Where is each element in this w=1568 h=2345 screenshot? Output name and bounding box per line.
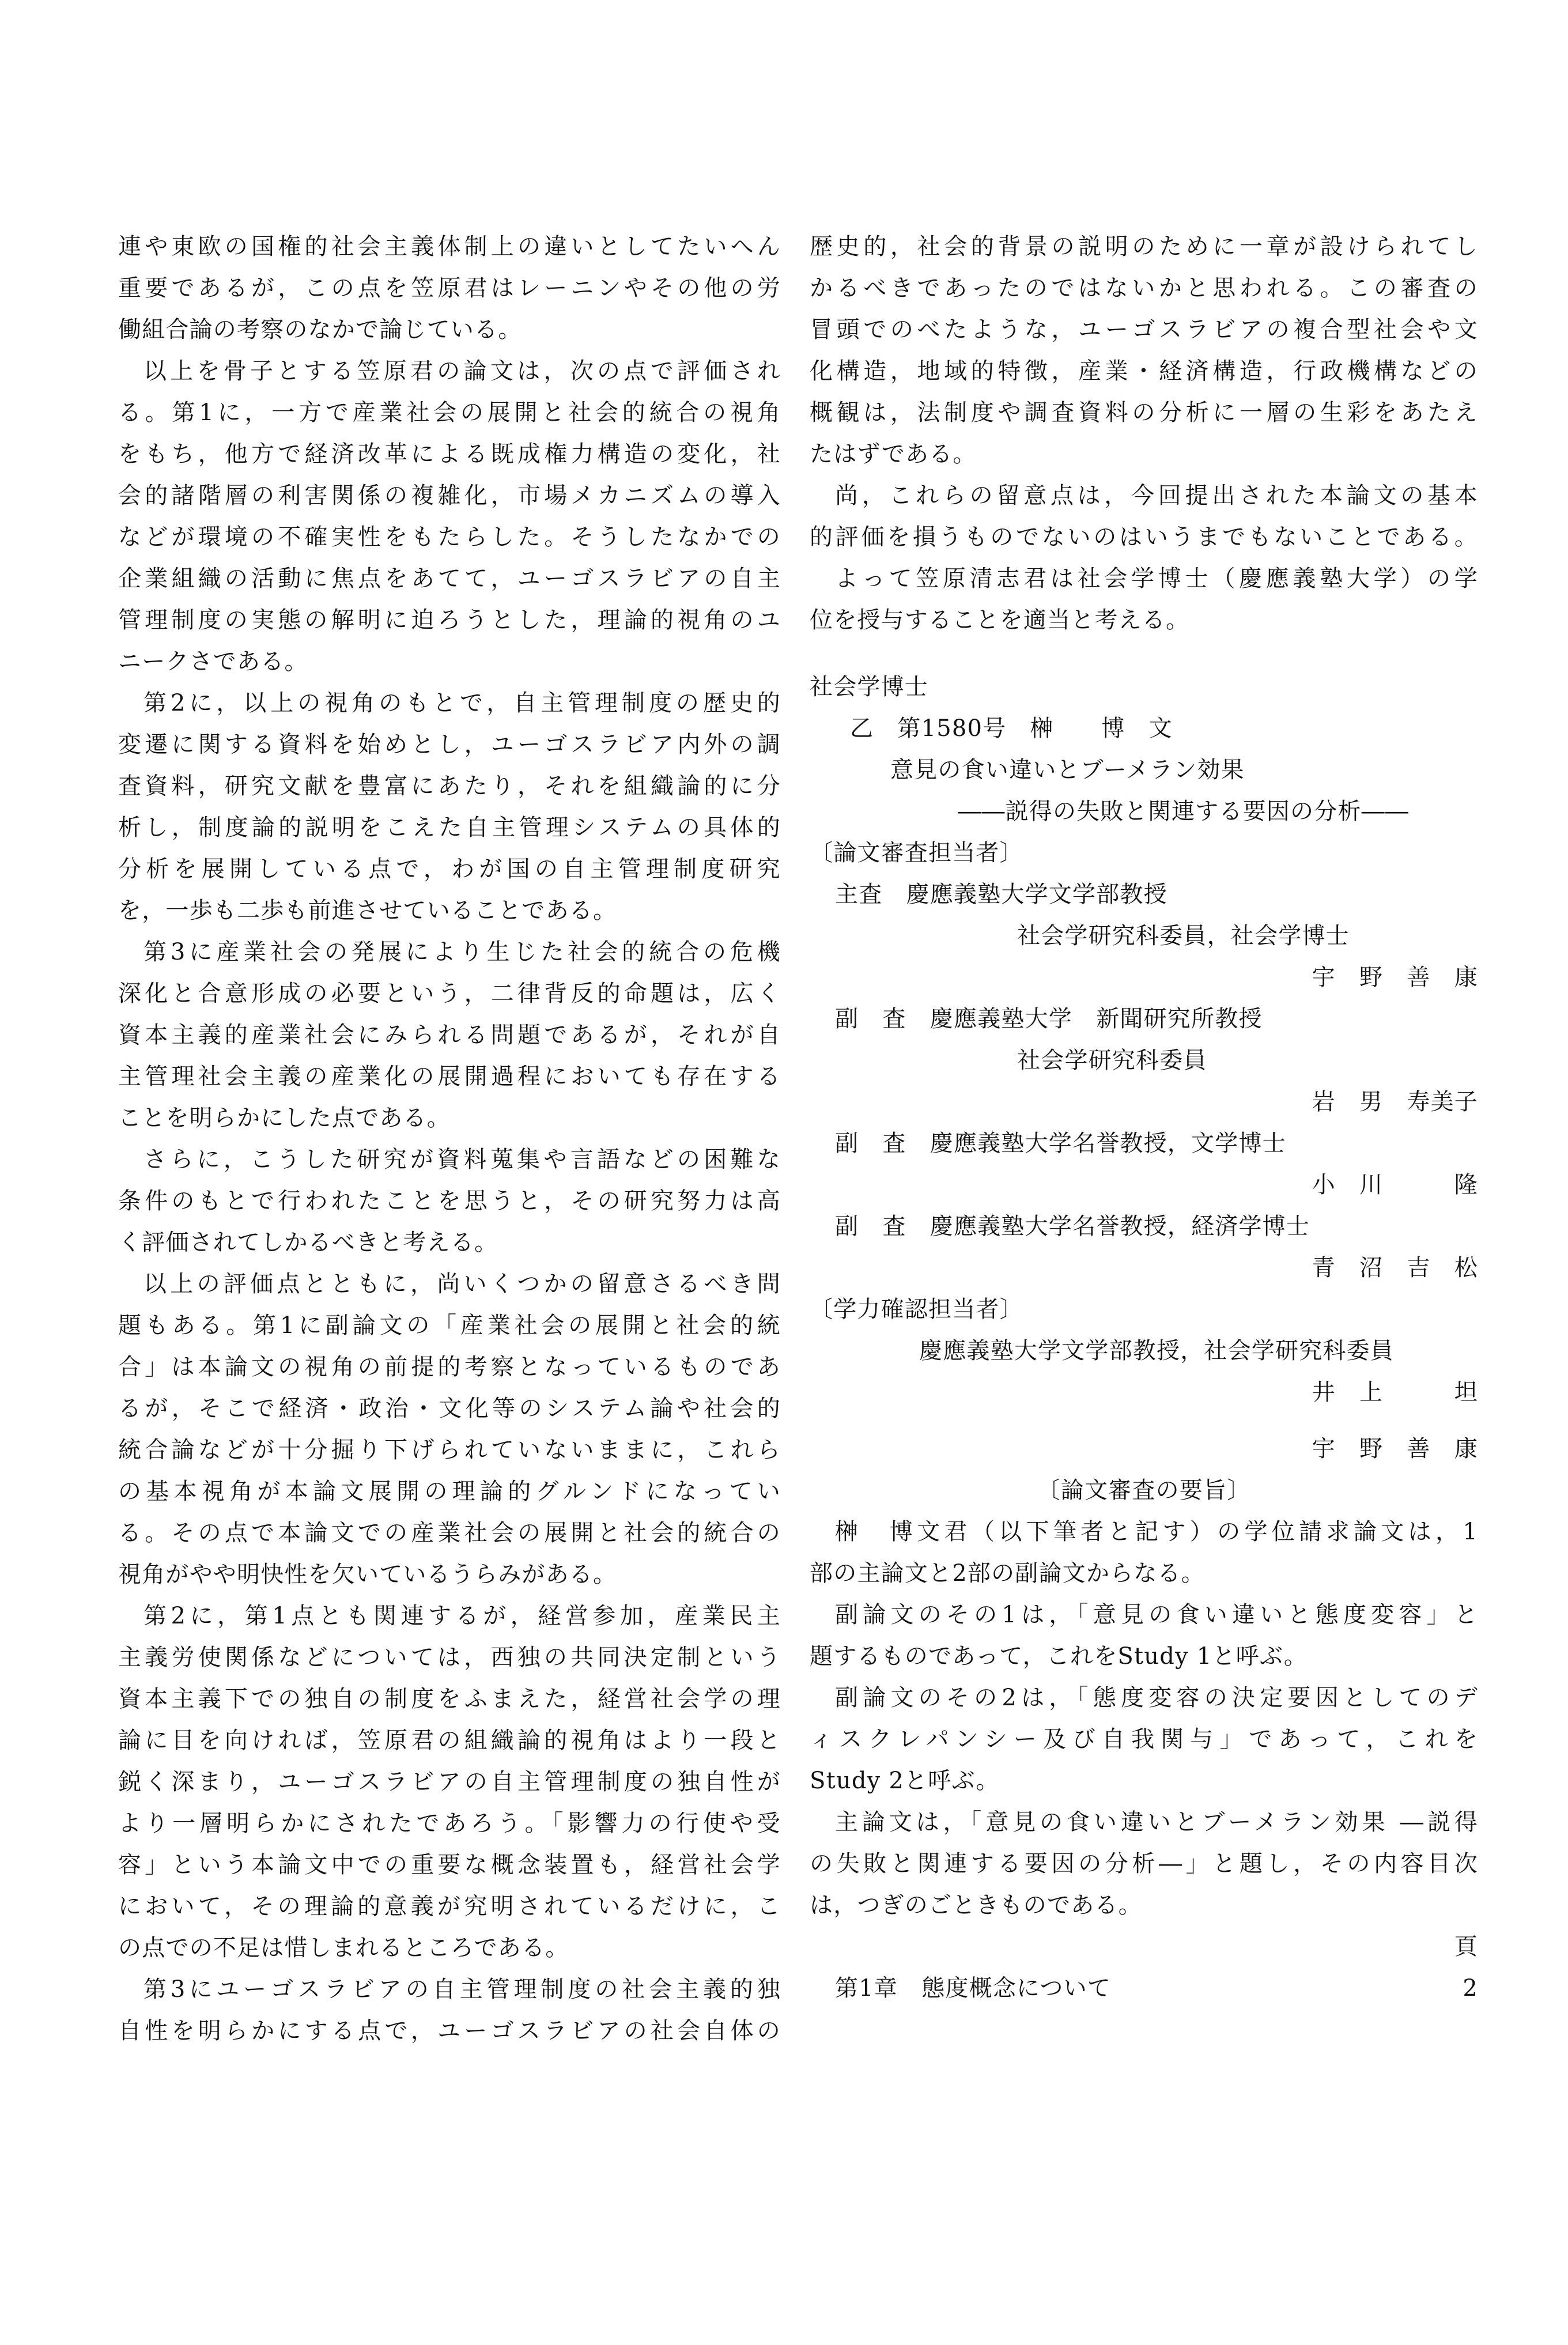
thesis-title: 意見の食い違いとブーメラン効果 — [890, 757, 1245, 783]
text-line: の点での不足は惜しまれるところである。 — [118, 1935, 569, 1961]
text-line: 自性を明らかにする点で，ユーゴスラビアの社会自体の — [118, 2018, 781, 2044]
text-line: 働組合論の考察のなかで論じている。 — [118, 316, 522, 343]
text-line: 以上を骨子とする笠原君の論文は，次の点で評価され — [143, 358, 781, 384]
text-line: を，一歩も二歩も前進させていることである。 — [118, 897, 617, 924]
text-line: 重要であるが，この点を笠原君はレーニンやその他の労 — [118, 275, 781, 301]
text-line: 概観は，法制度や調査資料の分析に一層の生彩をあたえ — [810, 399, 1478, 426]
text-line: 鋭く深まり，ユーゴスラビアの自主管理制度の独自性が — [118, 1769, 781, 1795]
text-line: 分析を展開している点で，わが国の自主管理制度研究 — [118, 856, 781, 882]
text-line: 統合論などが十分掘り下げられていないままに，これら — [118, 1437, 781, 1463]
text-line: 位を授与することを適当と考える。 — [810, 607, 1190, 633]
text-line: 第2に，第1点とも関連するが，経営参加，産業民主 — [143, 1603, 781, 1629]
confirm-role: 慶應義塾大学文学部教授，社会学研究科委員 — [919, 1338, 1394, 1364]
text-line: 深化と合意形成の必要という，二律背反的命題は，広く — [118, 980, 781, 1007]
text-line: かるべきであったのではないかと思われる。この審査の — [810, 275, 1478, 301]
reviewer-role: 副 査 慶應義塾大学 新聞研究所教授 — [835, 1006, 1263, 1032]
confirm-name: 井 上 坦 — [1312, 1379, 1478, 1406]
text-line: ィスクレパンシー及び自我関与」であって，これを — [810, 1726, 1478, 1753]
text-line: 資本主義的産業社会にみられる問題であるが，それが自 — [118, 1022, 781, 1048]
text-line: は，つぎのごときものである。 — [810, 1892, 1142, 1919]
text-line: 主管理社会主義の産業化の展開過程においても存在する — [118, 1063, 781, 1090]
text-line: 論に目を向ければ，笠原君の組織論的視角はより一段と — [118, 1727, 781, 1754]
reviewer-name: 小 川 隆 — [1312, 1172, 1478, 1198]
text-line: 尚，これらの留意点は，今回提出された本論文の基本 — [835, 482, 1478, 509]
text-line: 企業組織の活動に焦点をあてて，ユーゴスラビアの自主 — [118, 565, 781, 592]
text-line: 副論文のその1は，「意見の食い違いと態度変容」と — [835, 1602, 1478, 1628]
text-line: ニークさである。 — [118, 648, 308, 675]
text-line: よって笠原清志君は社会学博士（慶應義塾大学）の学 — [835, 565, 1478, 592]
text-line: 題するものであって，これをStudy 1と呼ぶ。 — [810, 1643, 1308, 1670]
record-number: 乙 第1580号 榊 博 文 — [850, 715, 1173, 742]
text-line: をもち，他方で経済改革による既成権力構造の変化，社 — [118, 441, 781, 467]
reviewer-role: 副 査 慶應義塾大学名誉教授，文学博士 — [835, 1130, 1286, 1157]
toc-row — [810, 1968, 1478, 2009]
text-line: の基本視角が本論文展開の理論的グルンドになってい — [118, 1478, 781, 1505]
reviewer-role: 副 査 慶應義塾大学名誉教授，経済学博士 — [835, 1213, 1310, 1240]
thesis-subtitle: ――説得の失敗と関連する要因の分析―― — [958, 798, 1409, 825]
text-line: 変遷に関する資料を始めとし，ユーゴスラビア内外の調 — [118, 731, 781, 758]
text-line: 化構造，地域的特徴，産業・経済構造，行政機構などの — [810, 358, 1478, 384]
text-line: 以上の評価点とともに，尚いくつかの留意さるべき問 — [143, 1271, 781, 1297]
text-line: 榊 博文君（以下筆者と記す）の学位請求論文は，1 — [835, 1519, 1478, 1545]
text-line: 第3に産業社会の発展により生じた社会的統合の危機 — [143, 939, 781, 965]
confirm-name: 宇 野 善 康 — [1312, 1436, 1478, 1462]
reviewer-name: 宇 野 善 康 — [1312, 964, 1478, 991]
text-line: 査資料，研究文献を豊富にあたり，それを組織論的に分 — [118, 773, 781, 799]
text-line: さらに，こうした研究が資料蒐集や言語などの困難な — [143, 1146, 781, 1173]
text-line: 冒頭でのべたような，ユーゴスラビアの複合型社会や文 — [810, 316, 1478, 343]
text-line: 主論文は，「意見の食い違いとブーメラン効果 ―説得 — [835, 1809, 1478, 1836]
spacer — [810, 641, 1478, 666]
text-line: るが，そこで経済・政治・文化等のシステム論や社会的 — [118, 1395, 781, 1422]
reviewer-extra: 社会学研究科委員，社会学博士 — [1017, 923, 1350, 949]
reviewer-name: 青 沼 吉 松 — [1312, 1255, 1478, 1281]
text-line: 第3にユーゴスラビアの自主管理制度の社会主義的独 — [143, 1976, 781, 2003]
text-line: 管理制度の実態の解明に迫ろうとした，理論的視角のユ — [118, 607, 781, 633]
text-line: 第2に，以上の視角のもとで，自主管理制度の歴史的 — [143, 690, 781, 716]
text-line: 歴史的，社会的背景の説明のために一章が設けられてし — [810, 233, 1478, 260]
text-line: ことを明らかにした点である。 — [118, 1105, 451, 1131]
text-line: 会的諸階層の利害関係の複雑化，市場メカニズムの導入 — [118, 482, 781, 509]
text-line: の失敗と関連する要因の分析―」と題し，その内容目次 — [810, 1851, 1478, 1877]
text-line: たはずである。 — [810, 441, 977, 467]
text-line: 主義労使関係などについては，西独の共同決定制という — [118, 1644, 781, 1671]
text-line: る。その点で本論文での産業社会の展開と社会的統合の — [118, 1520, 781, 1546]
reviewers-heading: 〔論文審査担当者〕 — [810, 840, 1023, 866]
text-line: より一層明らかにされたであろう。「影響力の行使や受 — [118, 1810, 781, 1837]
right-column — [810, 226, 1478, 2009]
text-line: において，その理論的意義が究明されているだけに，こ — [118, 1893, 781, 1920]
text-line: 資本主義下での独自の制度をふまえた，経営社会学の理 — [118, 1686, 781, 1712]
text-line: く評価されてしかるべきと考える。 — [118, 1229, 498, 1256]
toc-page: 2 — [1463, 1975, 1478, 2002]
left-column — [118, 226, 781, 2052]
text-line: などが環境の不確実性をもたらした。そうしたなかでの — [118, 524, 781, 550]
text-line: 部の主論文と2部の副論文からなる。 — [810, 1560, 1205, 1587]
summary-heading: 〔論文審査の要旨〕 — [1037, 1477, 1251, 1504]
spacer — [810, 1413, 1478, 1428]
toc-page-header: 頁 — [1454, 1934, 1478, 1960]
text-line: 連や東欧の国権的社会主義体制上の違いとしてたいへん — [118, 233, 781, 260]
reviewer-role: 主査 慶應義塾大学文学部教授 — [835, 881, 1168, 908]
text-line: 副論文のその2は，「態度変容の決定要因としてのデ — [835, 1685, 1478, 1711]
text-line: る。第1に，一方で産業社会の展開と社会的統合の視角 — [118, 399, 781, 426]
toc-label: 第1章 態度概念について — [835, 1975, 1112, 2002]
text-line: 的評価を損うものでないのはいうまでもないことである。 — [810, 524, 1478, 550]
text-line: Study 2と呼ぶ。 — [810, 1768, 1000, 1794]
text-line: 題もある。第1に副論文の「産業社会の展開と社会的統 — [118, 1312, 781, 1339]
degree-heading: 社会学博士 — [810, 674, 928, 700]
text-line: 合」は本論文の視角の前提的考察となっているものであ — [118, 1354, 781, 1380]
text-line: 析し，制度論的説明をこえた自主管理システムの具体的 — [118, 814, 781, 841]
text-line: 視角がやや明快性を欠いているうらみがある。 — [118, 1561, 617, 1588]
text-line: 容」という本論文中での重要な概念装置も，経営社会学 — [118, 1852, 781, 1878]
confirm-heading: 〔学力確認担当者〕 — [810, 1296, 1023, 1323]
text-line: 条件のもとで行われたことを思うと，その研究努力は高 — [118, 1188, 781, 1214]
reviewer-extra: 社会学研究科委員 — [1017, 1047, 1207, 1074]
reviewer-name: 岩 男 寿美子 — [1312, 1089, 1478, 1115]
